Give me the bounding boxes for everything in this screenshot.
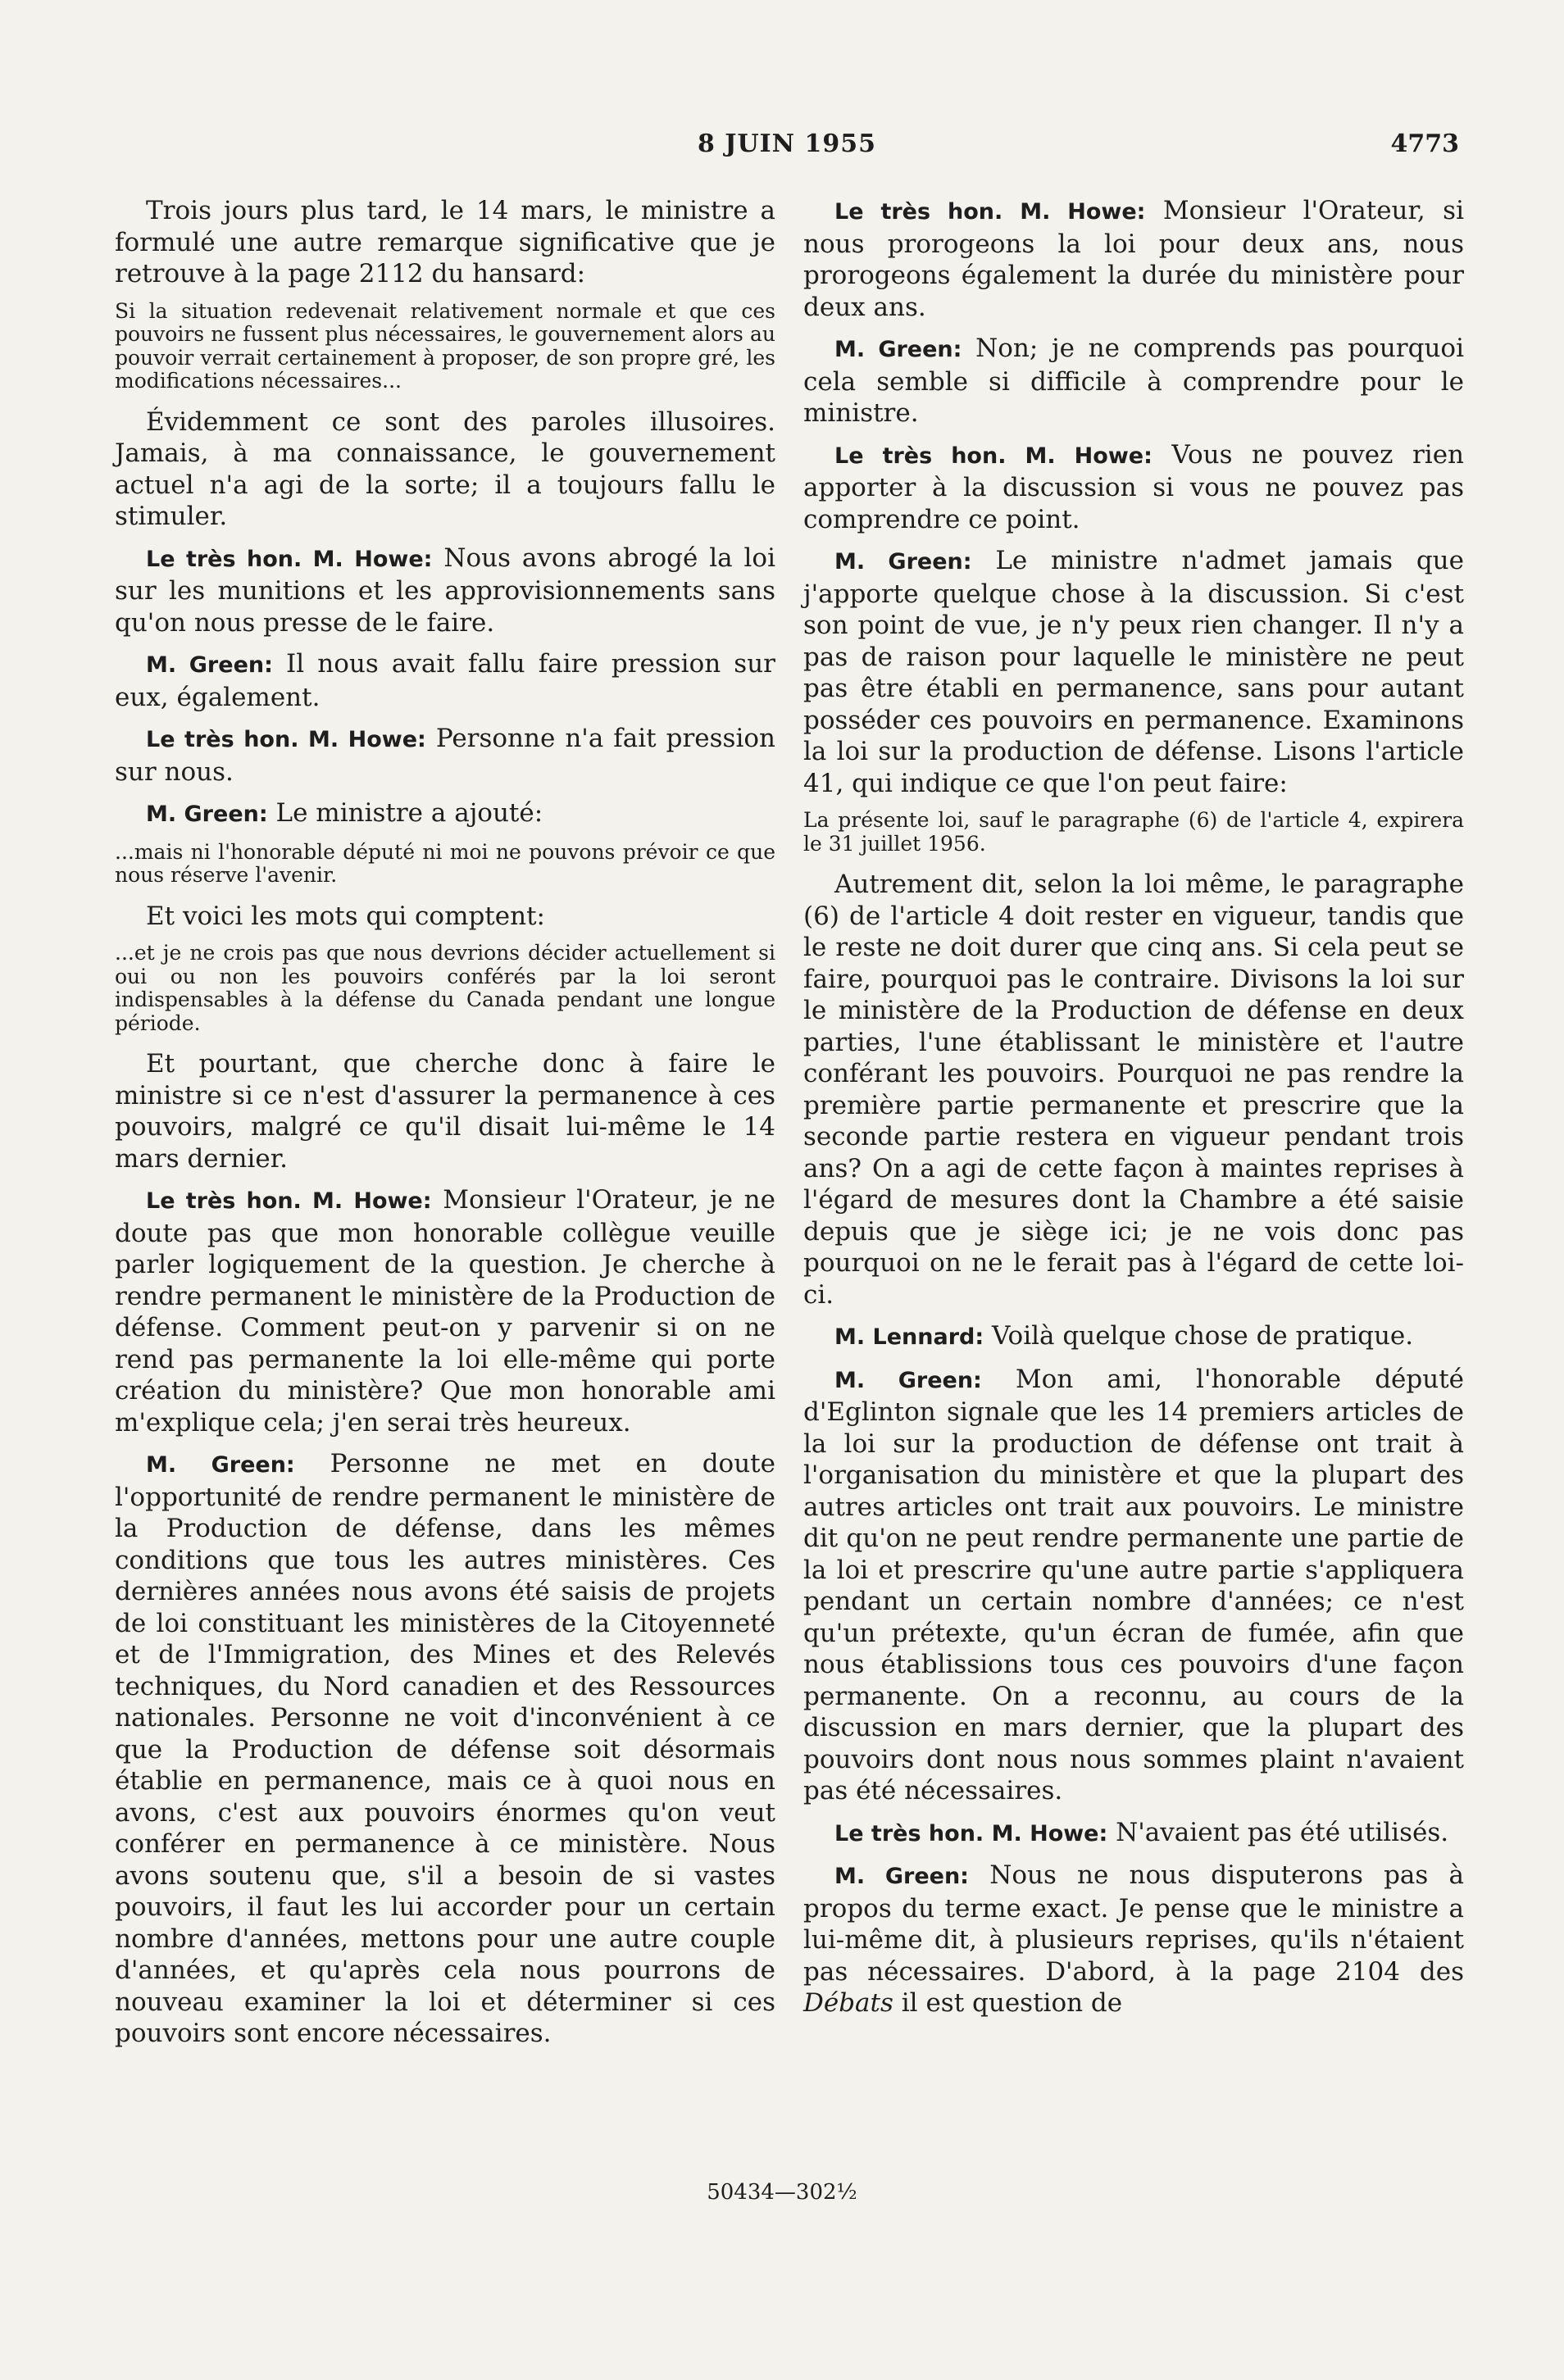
speech-text: Vous ne pouvez rien apporter à la discussion si vous ne pouvez pas comprendre ce point. [803,439,1465,534]
paragraph: Autrement dit, selon la loi même, le paragraphe (6) de l'article 4 doit rester en vigueur, tandis que le reste ne doit durer que cinq ans. Si cela peut se faire, pourquoi pas le contraire. Divisons la loi sur le ministère de la Production de défense en deux parties, l'une établissant le ministère et l'autre conférant les pouvoirs. Pourquoi ne pas rendre la première partie permanente et prescrire que la seconde partie restera en vigueur pendant trois ans? On a agi de cette façon à maintes reprises à l'égard de mesures dont la Chambre a été saisie depuis que je siège ici; je ne vois donc pas pourquoi on ne le ferait pas à l'égard de cette loi-ci. [803,870,1464,1310]
speech-text: N'avaient pas été utilisés. [1116,1817,1449,1847]
paragraph: Trois jours plus tard, le 14 mars, le ministre a formulé une autre remarque significative que je retrouve à la page 2112 du hansard: [115,196,775,288]
speech [115,648,775,713]
quotation: ...mais ni l'honorable député ni moi ne pouvons prévoir ce que nous réserve l'avenir. [115,839,775,887]
speaker-name: M. Green: [146,802,268,827]
speaker-name: Le très hon. M. Howe: [146,727,426,752]
speech-text: Le ministre n'admet jamais que j'apporte quelque chose à la discussion. Si c'est son point de vue, je n'y peux rien changer. Il n'y a pas de raison pour laquelle le ministère ne peut pas être établi en permanence, sans pour autant posséder ces pouvoirs en permanence. Examinons la loi sur la production de défense. Lisons l'article 41, qui indique ce que l'on peut faire: [803,546,1464,798]
speech [803,439,1464,536]
speaker-name: Le très hon. M. Howe: [834,199,1146,225]
paragraph: Évidemment ce sont des paroles illusoires. Jamais, à ma connaissance, le gouvernement actuel n'a agi de la sorte; il a toujours fallu le stimuler. [115,407,775,531]
speech-text: Il nous avait fallu faire pression sur eux, également. [115,649,775,712]
speech-text: Nous ne nous disputerons pas à propos du terme exact. Je pense que le ministre a lui-même dit, à plusieurs reprises, qu'ils n'étaient pas nécessaires. D'abord, à la page 2104 des [803,1860,1464,1987]
speaker-name: M. Green: [834,1367,982,1393]
speaker-name: M. Green: [834,1864,969,1889]
speech [803,1320,1464,1354]
paragraph: Et pourtant, que cherche donc à faire le ministre si ce n'est d'assurer la permanence à ces pouvoirs, malgré ce qu'il disait lui-même le 14 mars dernier. [115,1049,775,1174]
speaker-name: M. Lennard: [834,1324,984,1350]
left-column [115,195,775,2060]
speaker-name: M. Green: [146,1452,295,1478]
speaker-name: Le très hon. M. Howe: [834,1820,1108,1846]
speech [803,1817,1464,1851]
speech-text: Nous avons abrogé la loi sur les munitions et les approvisionnements sans qu'on nous presse de le faire. [115,543,776,638]
speech [115,1448,775,2050]
speech-text: Personne ne met en doute l'opportunité de rendre permanent le ministère de la Production de défense, dans les mêmes conditions que tous les autres ministères. Ces dernières années nous avons été saisis de projets de loi constituant les ministères de la Citoyenneté et de l'Immigration, des Mines et des Relevés techniques, du Nord canadien et des Ressources nationales. Personne ne voit d'inconvénient à ce que la Production de défense soit désormais établie en permanence, mais ce à quoi nous en avons, c'est aux pouvoirs énormes qu'on veut conférer en permanence à ce ministère. Nous avons soutenu que, s'il a besoin de si vastes pouvoirs, il faut les lui accorder pour un certain nombre d'années, mettons pour une autre couple d'années, et qu'après cela nous pourrons de nouveau examiner la loi et déterminer si ces pouvoirs sont encore nécessaires. [115,1449,775,2048]
speech [803,1860,1464,2019]
speech [803,1364,1464,1807]
page-number: 4773 [1390,129,1459,158]
speaker-name: M. Green: [834,337,962,362]
speech [803,545,1464,799]
speech-text: Monsieur l'Orateur, si nous prorogeons la loi pour deux ans, nous prorogeons également la durée du ministère pour deux ans. [803,196,1465,322]
speaker-name: M. Green: [834,549,972,575]
speech-text: il est question de [901,1988,1123,2018]
quotation: ...et je ne crois pas que nous devrions décider actuellement si oui ou non les pouvoirs conférés par la loi seront indispensables à la défense du Canada pendant une longue période. [115,941,775,1035]
page-date: 8 JUIN 1955 [697,129,877,158]
speech-text: Personne n'a fait pression sur nous. [115,724,775,787]
speaker-name: Le très hon. M. Howe: [146,546,433,572]
speech-text: Mon ami, l'honorable député d'Eglinton signale que les 14 premiers articles de la loi sur la production de défense ont trait à l'organisation du ministère et que la plupart des autres articles ont trait aux pouvoirs. Le ministre dit qu'on ne peut rendre permanente une partie de la loi et prescrire qu'une autre partie s'appliquera pendant un certain nombre d'années; ce n'est qu'un prétexte, qu'un écran de fumée, afin que nous établissions tous ces pouvoirs d'une façon permanente. On a reconnu, au cours de la discussion en mars dernier, que la plupart des pouvoirs dont nous nous sommes plaint n'avaient pas été nécessaires. [803,1364,1465,1805]
quotation: La présente loi, sauf le paragraphe (6) de l'article 4, expirera le 31 juillet 1956. [803,808,1464,856]
speech [115,1184,775,1438]
speech [115,797,775,831]
quotation: Si la situation redevenait relativement normale et que ces pouvoirs ne fussent plus nécessaires, le gouvernement alors au pouvoir verrait certainement à proposer, de son propre gré, les modifications nécessaires... [115,298,775,393]
page-header [115,129,1459,170]
speech-text: Monsieur l'Orateur, je ne doute pas que mon honorable collègue veuille parler logiquement de la question. Je cherche à rendre permanent le ministère de la Production de défense. Comment peut-on y parvenir si on ne rend pas permanente la loi elle-même qui porte création du ministère? Que mon honorable ami m'explique cela; j'en serai très heureux. [115,1185,775,1438]
speech [115,543,775,639]
speech [115,723,775,788]
speech-text: Voilà quelque chose de pratique. [992,1321,1414,1351]
speech [803,333,1464,429]
italic-title: Débats [803,1988,893,2018]
right-column [803,195,1464,2029]
speech-text: Le ministre a ajouté: [275,798,543,828]
speech-text: Non; je ne comprends pas pourquoi cela semble si difficile à comprendre pour le ministre. [803,334,1464,428]
speaker-name: Le très hon. M. Howe: [146,1188,432,1214]
speaker-name: M. Green: [146,652,273,678]
speaker-name: Le très hon. M. Howe: [834,443,1153,469]
speech [803,195,1464,323]
paragraph: Et voici les mots qui comptent: [146,901,545,931]
printer-mark: 50434—302½ [707,2180,857,2205]
